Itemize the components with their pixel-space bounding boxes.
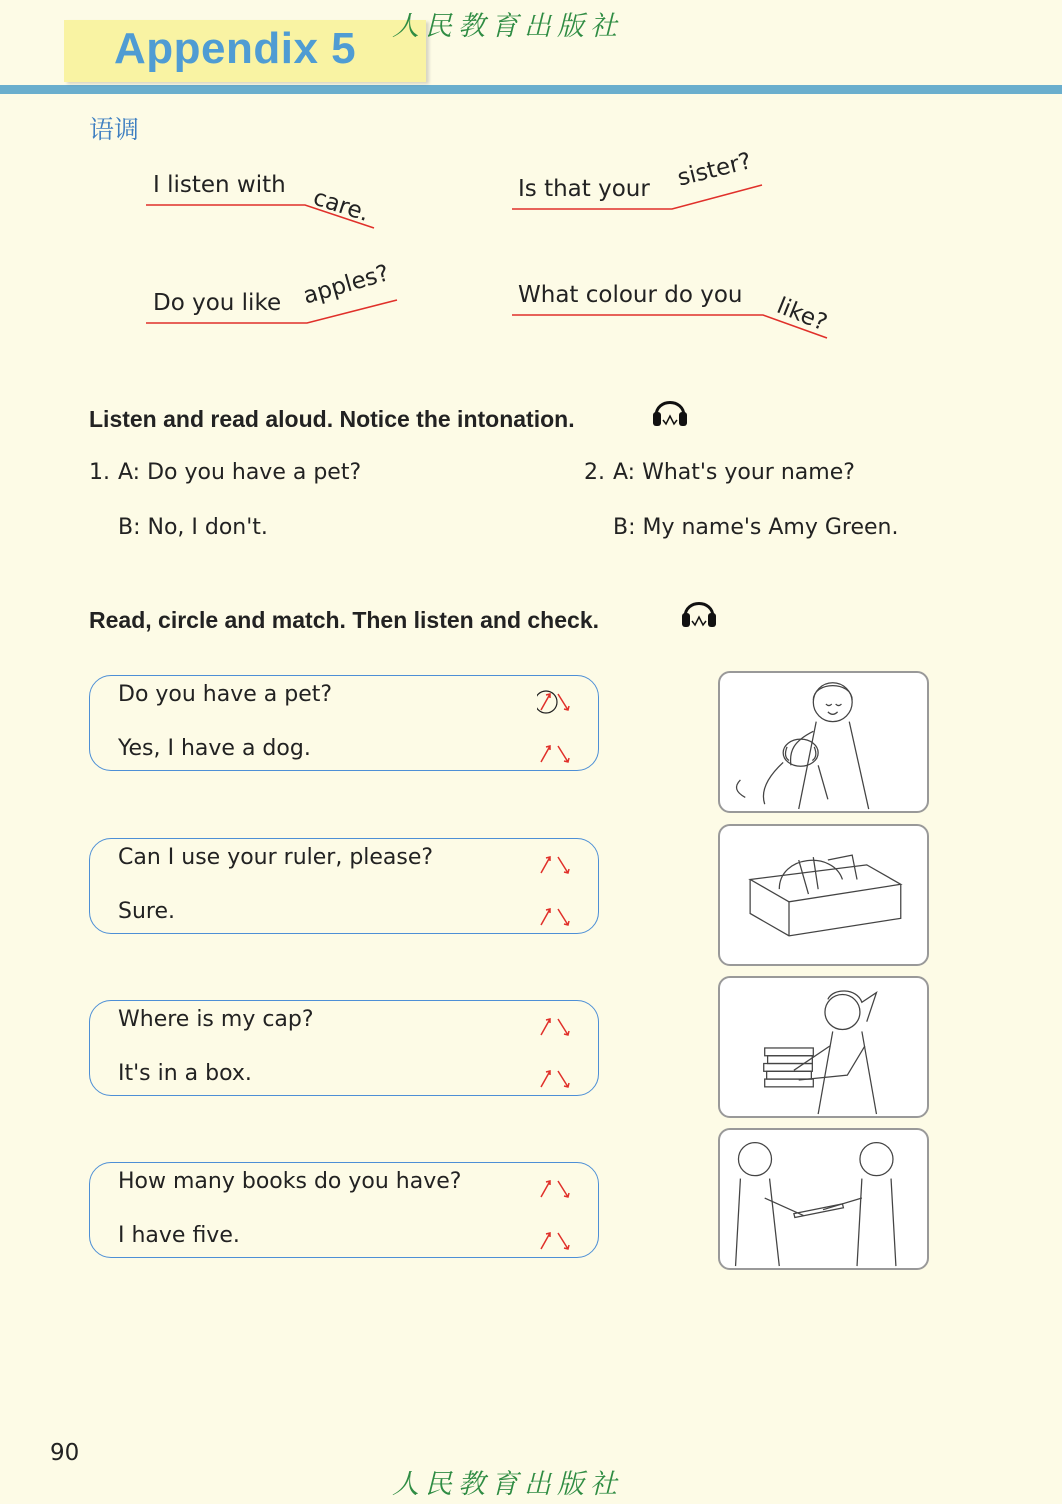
headphones-icon[interactable] [650, 390, 690, 430]
tone-example-tail: like? [773, 292, 831, 337]
dialogue-number: 1. [89, 460, 110, 485]
tone-example-stem: I listen with [153, 172, 286, 198]
rising-tone-line [146, 300, 397, 323]
question-line: Where is my cap? [118, 1007, 314, 1032]
tone-choice-arrows[interactable] [537, 1175, 575, 1201]
tone-example-tail: sister? [674, 148, 755, 192]
dialogue-line-b: B: No, I don't. [118, 515, 268, 540]
answer-line: It's in a box. [118, 1061, 252, 1086]
question-line: Do you have a pet? [118, 682, 333, 707]
cap-in-box-picture[interactable] [718, 824, 929, 966]
tone-example-tail: care. [309, 184, 373, 228]
falling-tone-line [512, 315, 827, 338]
dialogue-line-a: A: What's your name? [613, 460, 855, 485]
tone-choice-arrows[interactable] [537, 740, 575, 766]
dialogue-box [89, 838, 599, 934]
intonation-heading: 语调 [89, 115, 140, 144]
question-line: How many books do you have? [118, 1169, 462, 1194]
page-title: Appendix 5 [114, 24, 357, 73]
girl-hugging-dog-picture[interactable] [718, 671, 929, 813]
dialogue-number: 2. [584, 460, 605, 485]
cap-in-box-illustration [720, 826, 927, 964]
girl-hugging-dog-illustration [720, 673, 927, 811]
listen-heading: Listen and read aloud. Notice the intonation. [89, 406, 575, 432]
match-heading: Read, circle and match. Then listen and check. [89, 607, 599, 633]
headphones-icon[interactable] [679, 591, 719, 631]
tone-choice-arrows[interactable] [537, 1013, 575, 1039]
dialogue-box [89, 1000, 599, 1096]
tone-choice-arrows[interactable] [537, 1065, 575, 1091]
tone-example-tail: apples? [300, 260, 393, 310]
page-number: 90 [50, 1440, 80, 1466]
tone-choice-arrows[interactable] [537, 851, 575, 877]
tone-choice-arrows[interactable] [537, 688, 575, 714]
rising-tone-line [512, 185, 762, 209]
answer-line: Sure. [118, 899, 175, 924]
tone-choice-arrows[interactable] [537, 903, 575, 929]
answer-line: Yes, I have a dog. [118, 736, 311, 761]
boys-sharing-ruler-picture[interactable] [718, 1128, 929, 1270]
dialogue-box [89, 1162, 599, 1258]
question-line: Can I use your ruler, please? [118, 845, 434, 870]
answer-line: I have five. [118, 1223, 240, 1248]
dialogue-box [89, 675, 599, 771]
tone-example-stem: Do you like [153, 290, 282, 316]
dialogue-line-a: A: Do you have a pet? [118, 460, 362, 485]
publisher-watermark-top: 人民教育出版社 [392, 11, 623, 42]
publisher-watermark-bottom: 人民教育出版社 [392, 1469, 623, 1500]
intonation-curves [0, 0, 1062, 400]
girl-holding-books-illustration [720, 978, 927, 1116]
tone-example-stem: What colour do you [518, 282, 743, 308]
boys-sharing-ruler-illustration [720, 1130, 927, 1268]
dialogue-line-b: B: My name's Amy Green. [613, 515, 899, 540]
tone-example-stem: Is that your [518, 176, 650, 202]
tone-choice-arrows[interactable] [537, 1227, 575, 1253]
falling-tone-line [146, 205, 374, 228]
girl-holding-books-picture[interactable] [718, 976, 929, 1118]
